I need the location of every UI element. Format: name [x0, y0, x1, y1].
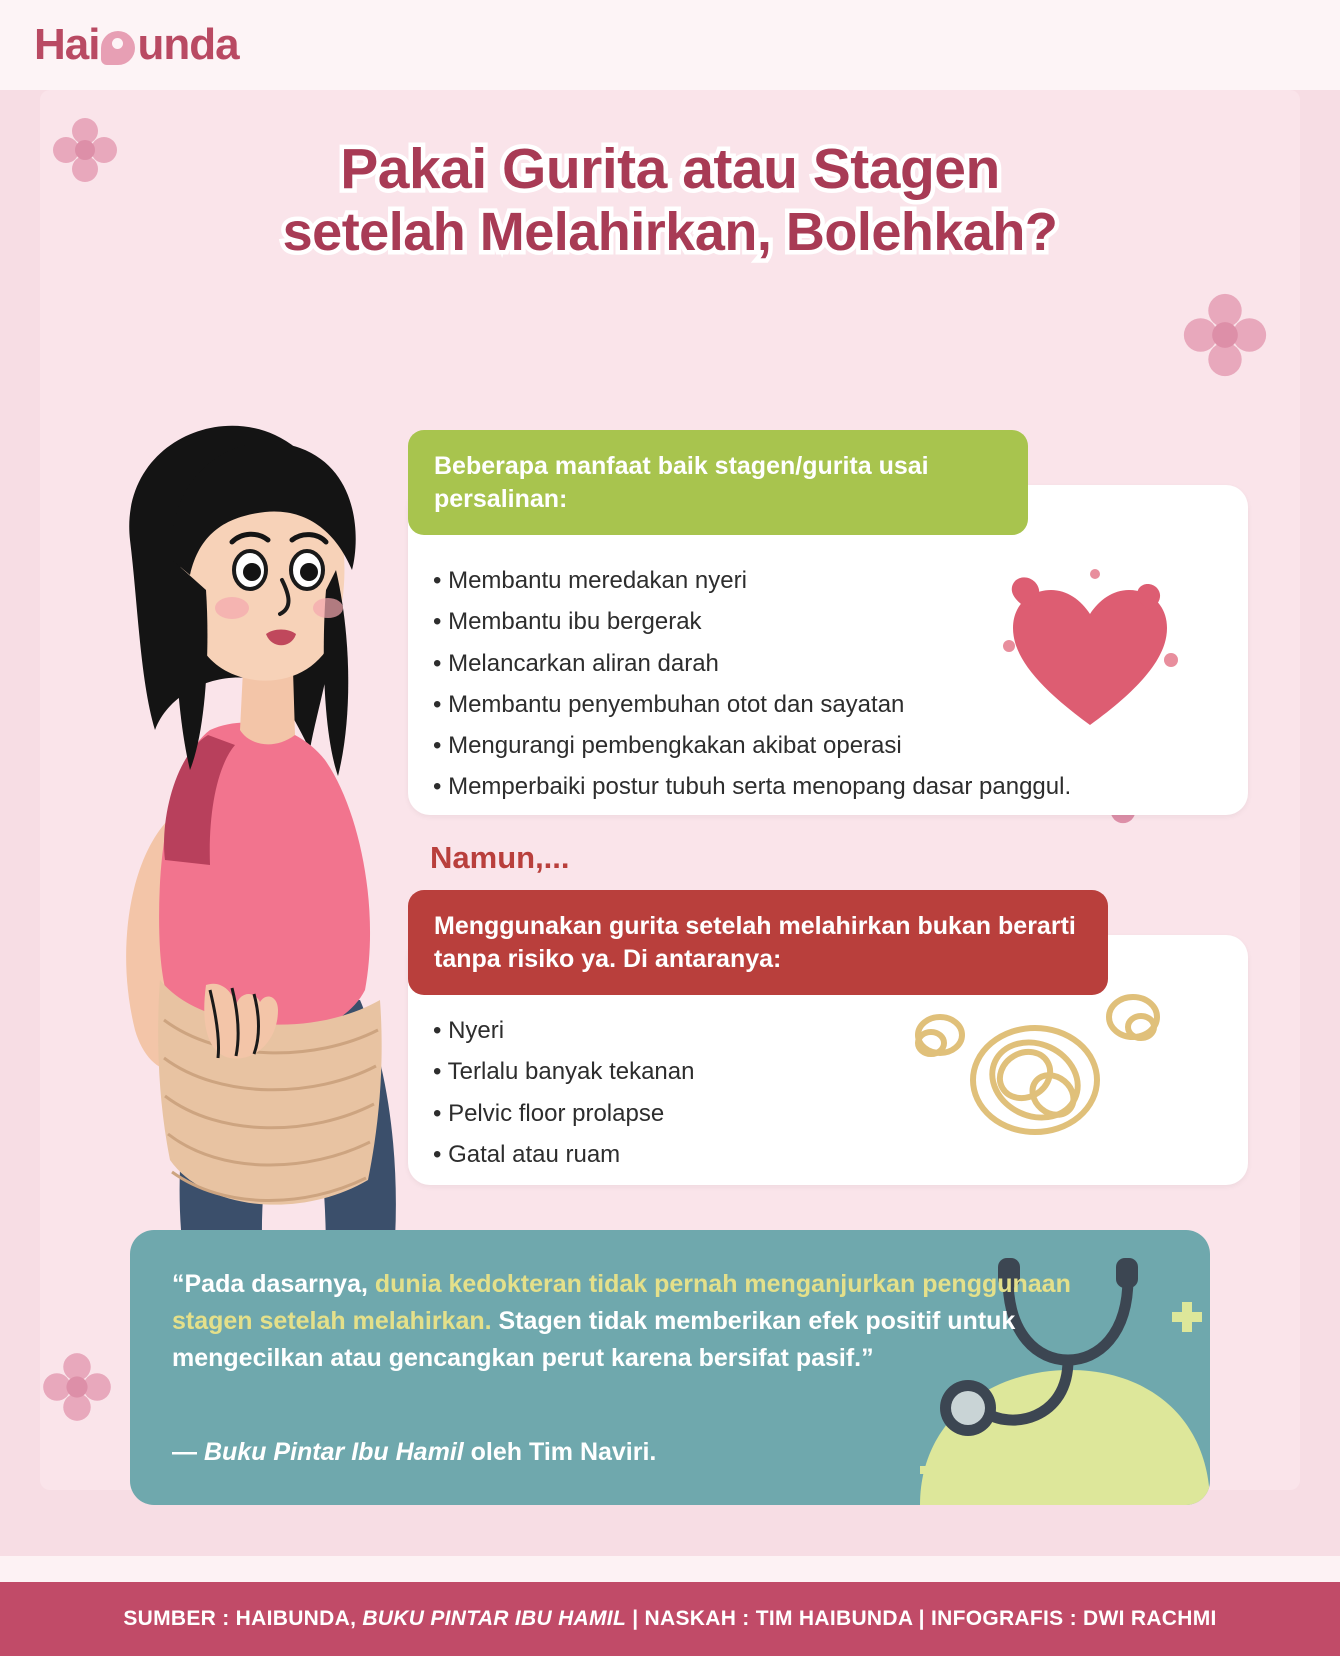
benefits-header: Beberapa manfaat baik stagen/gurita usai persalinan: — [408, 430, 1028, 535]
flower-icon — [40, 1350, 114, 1424]
quote-source-prefix: — — [172, 1438, 204, 1466]
header-bar — [0, 0, 1340, 90]
quote-source-title: Buku Pintar Ibu Hamil — [203, 1438, 464, 1466]
benefits-list — [433, 560, 1071, 808]
quote-rest: Stagen tidak memberikan efek positif untuk mengecilkan atau gencangkan perut karena bersifat pasif.” — [172, 1307, 1016, 1372]
list-item: • Membantu meredakan nyeri — [433, 560, 1071, 601]
title-line-1: Pakai Gurita atau Stagen — [340, 137, 1000, 201]
flower-icon — [1180, 290, 1270, 380]
transition-label: Namun,... — [430, 840, 570, 875]
quote-text — [172, 1266, 1072, 1377]
heart-icon — [995, 560, 1185, 740]
list-item: • Melancarkan aliran darah — [433, 643, 1071, 684]
list-item: • Membantu ibu bergerak — [433, 601, 1071, 642]
poster-canvas — [40, 90, 1300, 1490]
title-line-2: setelah Melahirkan, Bolehkah? — [282, 201, 1058, 262]
footer-source-title: BUKU PINTAR IBU HAMIL — [362, 1607, 627, 1630]
brand-name-part1: Hai — [34, 20, 100, 69]
risks-list — [433, 1010, 694, 1175]
list-item: • Terlalu banyak tekanan — [433, 1051, 694, 1092]
quote-source-suffix: oleh Tim Naviri. — [463, 1438, 657, 1466]
quote-open: “Pada dasarnya, — [172, 1270, 375, 1298]
yarn-icon — [885, 975, 1185, 1175]
infographic-poster — [0, 90, 1340, 1556]
brand-name-part2: unda — [137, 20, 239, 69]
list-item: • Pelvic floor prolapse — [433, 1093, 694, 1134]
list-item: • Nyeri — [433, 1010, 694, 1051]
illustration-mother — [60, 390, 410, 1310]
quote-source — [172, 1438, 656, 1467]
list-item: • Membantu penyembuhan otot dan sayatan — [433, 684, 1071, 725]
brand-droplet-icon — [101, 31, 135, 65]
brand-logo[interactable] — [34, 20, 239, 70]
list-item: • Memperbaiki postur tubuh serta menopang dasar panggul. — [433, 766, 1071, 807]
list-item: • Gatal atau ruam — [433, 1134, 694, 1175]
footer-credits — [123, 1607, 1216, 1631]
risks-header: Menggunakan gurita setelah melahirkan bukan berarti tanpa risiko ya. Di antaranya: — [408, 890, 1108, 995]
quote-card — [130, 1230, 1210, 1505]
quote-highlight: dunia kedokteran tidak pernah menganjurkan penggunaan stagen setelah melahirkan. — [172, 1270, 1071, 1335]
footer-rest: | NASKAH : TIM HAIBUNDA | INFOGRAFIS : DWI RACHMI — [626, 1607, 1217, 1630]
footer-bar — [0, 1582, 1340, 1656]
page-title — [40, 138, 1300, 262]
footer-source-label: SUMBER : HAIBUNDA, — [123, 1607, 363, 1630]
list-item: • Mengurangi pembengkakan akibat operasi — [433, 725, 1071, 766]
